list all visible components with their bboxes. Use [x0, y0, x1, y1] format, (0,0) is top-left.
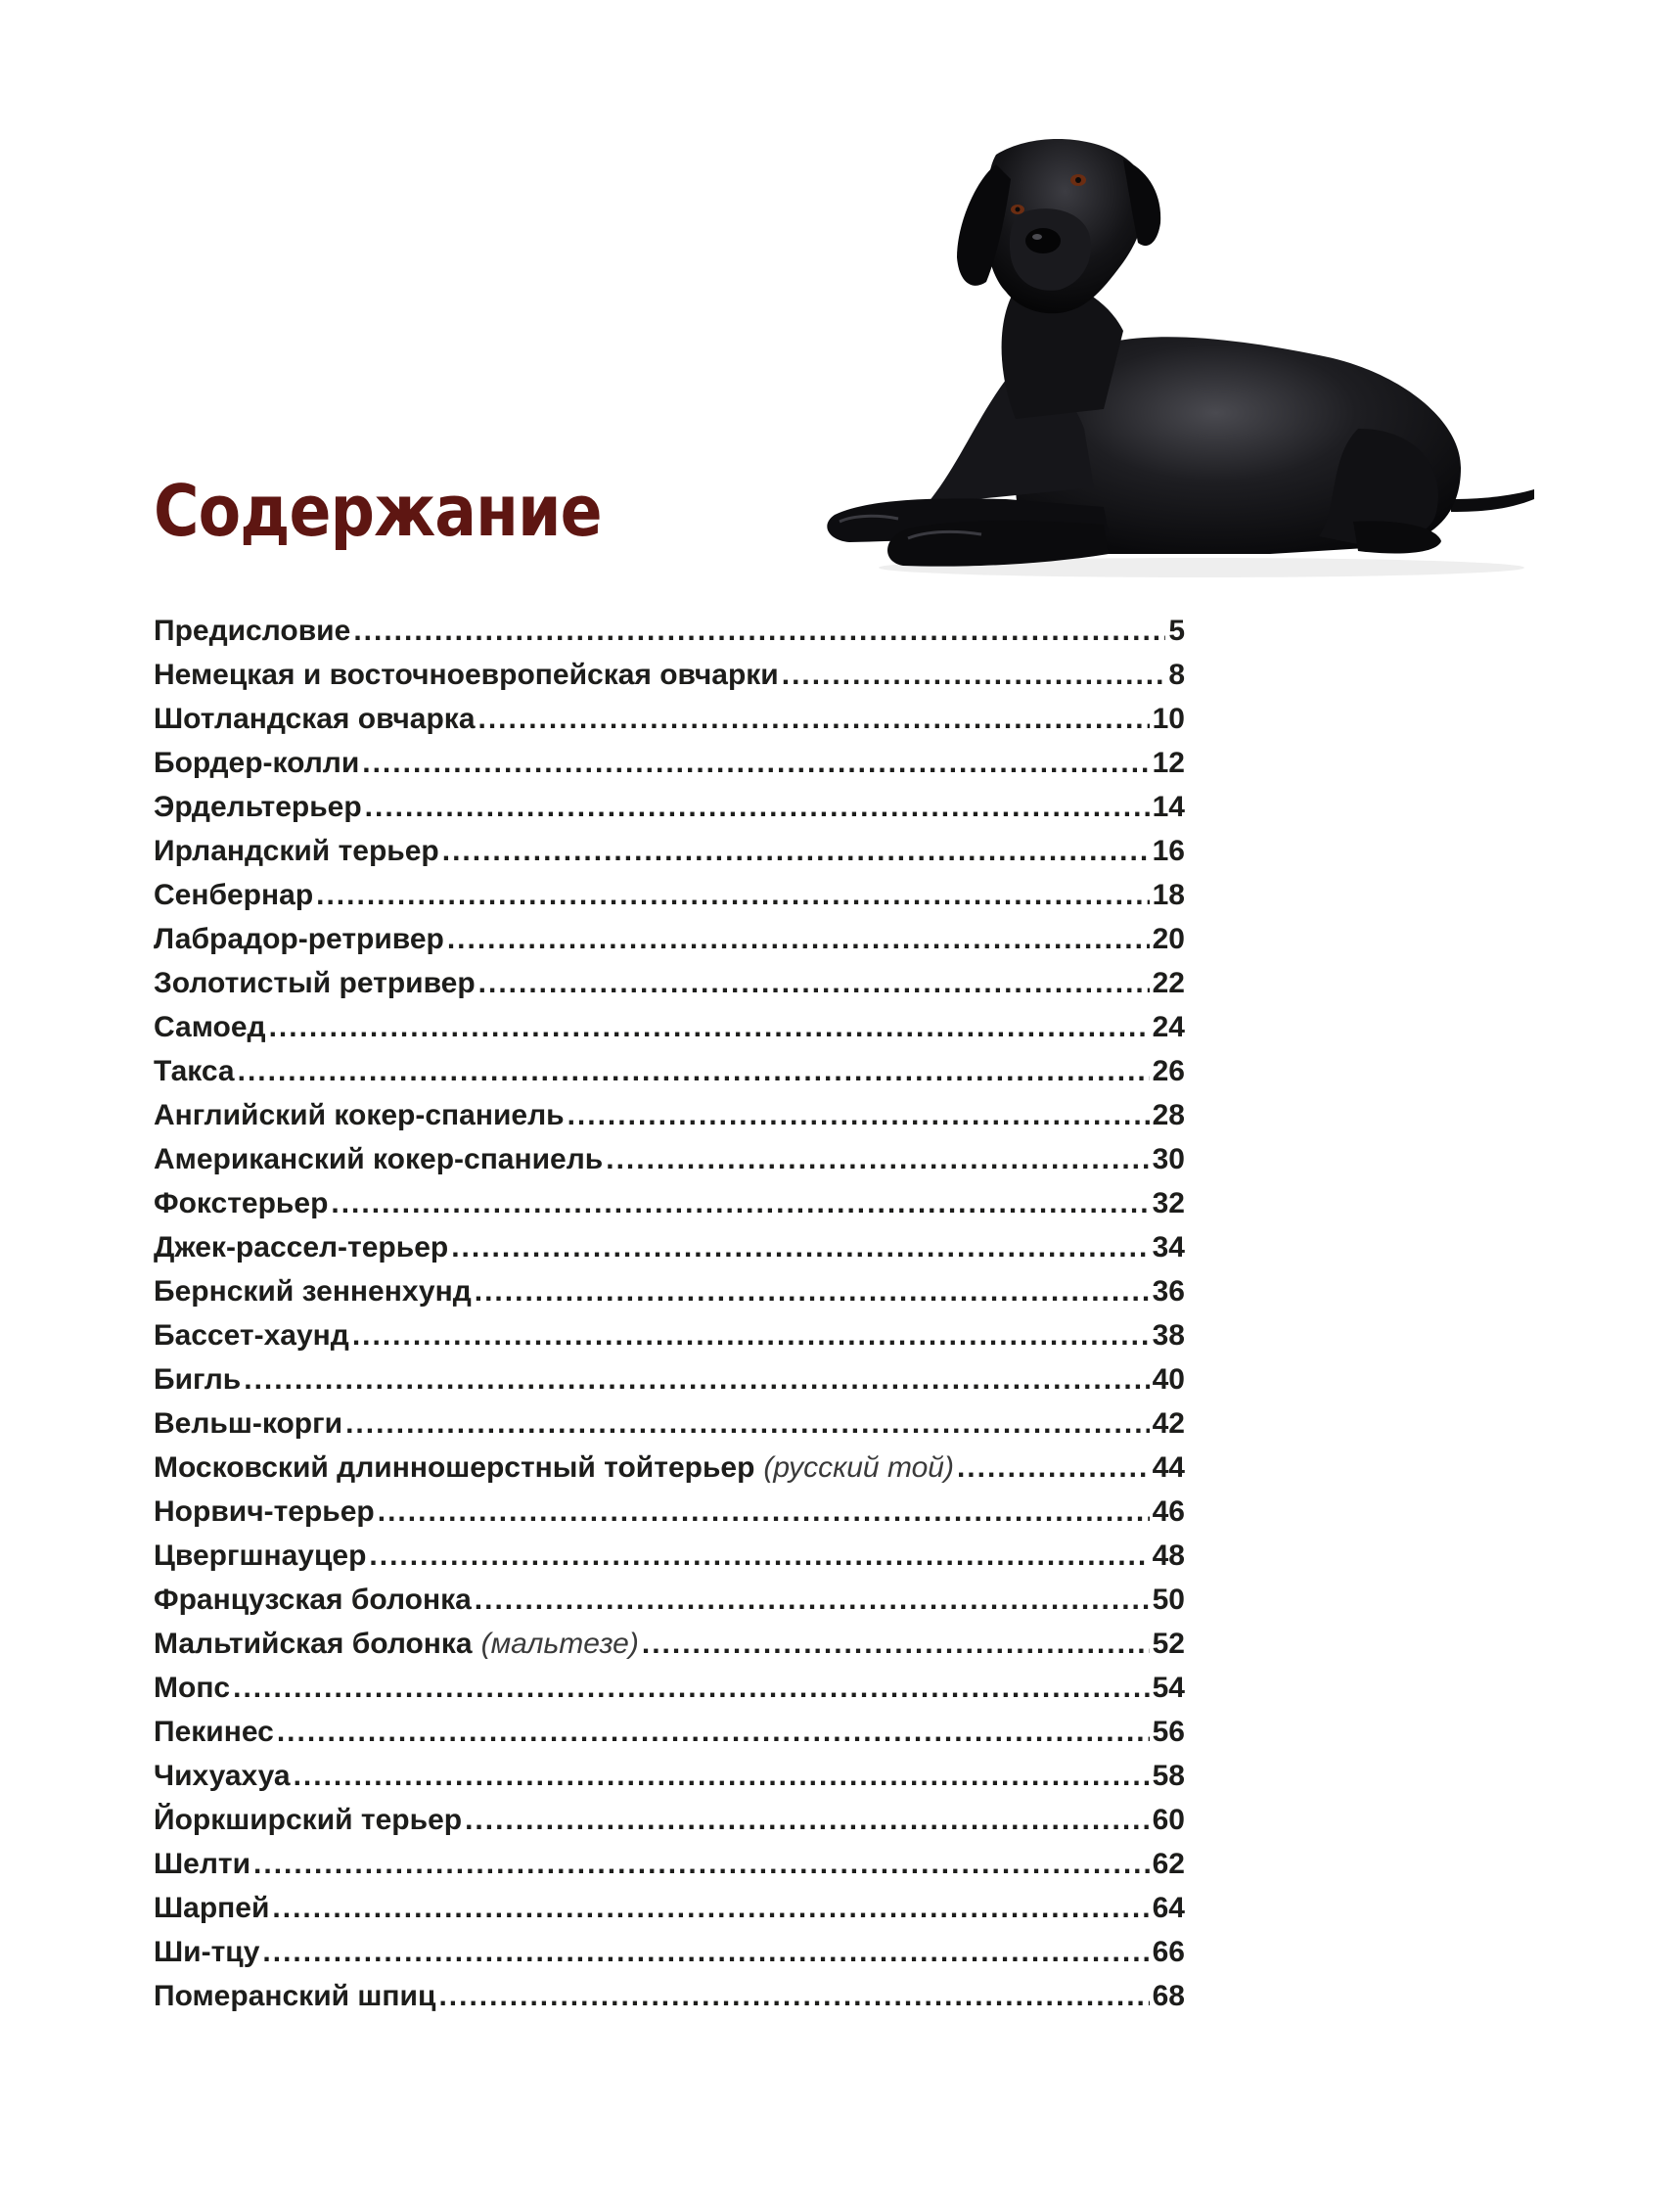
toc-entry — [154, 1363, 1185, 1407]
toc-page-number: 32 — [1152, 1187, 1185, 1219]
toc-page-number: 44 — [1152, 1451, 1185, 1484]
toc-dot-leader — [244, 1363, 1149, 1397]
toc-entry-title: Бассет-хаунд — [154, 1319, 349, 1352]
toc-page-number: 8 — [1168, 659, 1185, 691]
toc-page-number: 46 — [1152, 1495, 1185, 1528]
toc-page-number: 36 — [1152, 1275, 1185, 1308]
toc-entry-title: Английский кокер-спаниель — [154, 1099, 565, 1131]
toc-page-number: 34 — [1152, 1231, 1185, 1263]
toc-page-number: 5 — [1168, 615, 1185, 647]
toc-dot-leader — [782, 659, 1166, 692]
toc-page-number: 56 — [1152, 1716, 1185, 1748]
toc-dot-leader — [352, 1319, 1150, 1353]
toc-entry-title: Джек-рассел-терьер — [154, 1231, 449, 1263]
toc-dot-leader — [447, 923, 1150, 956]
toc-dot-leader — [438, 1980, 1149, 2013]
toc-dot-leader — [272, 1892, 1149, 1925]
toc-entry — [154, 791, 1185, 835]
toc-entry — [154, 967, 1185, 1011]
toc-entry — [154, 1407, 1185, 1451]
toc-entry-title: Самоед — [154, 1011, 266, 1043]
toc-entry — [154, 1760, 1185, 1804]
toc-entry-title: Московский длинношерстный тойтерьер — [154, 1451, 755, 1484]
toc-entry — [154, 1143, 1185, 1187]
toc-page-number: 30 — [1152, 1143, 1185, 1175]
toc-page-number: 58 — [1152, 1760, 1185, 1792]
toc-entry-title: Фокстерьер — [154, 1187, 329, 1219]
toc-entry-note: (мальтезе) — [480, 1628, 639, 1660]
toc-entry-title: Американский кокер-спаниель — [154, 1143, 604, 1175]
toc-dot-leader — [277, 1716, 1150, 1749]
toc-page-number: 52 — [1152, 1628, 1185, 1660]
toc-entry-title: Ирландский терьер — [154, 835, 439, 867]
toc-entry-title: Мопс — [154, 1672, 231, 1704]
toc-entry-title: Шотландская овчарка — [154, 703, 476, 735]
toc-entry — [154, 1848, 1185, 1892]
toc-entry — [154, 747, 1185, 791]
toc-entry-title: Йоркширский терьер — [154, 1804, 463, 1836]
toc-dot-leader — [606, 1143, 1149, 1176]
toc-entry-title: Такса — [154, 1055, 235, 1087]
toc-page-number: 22 — [1152, 967, 1185, 999]
toc-entry — [154, 1495, 1185, 1539]
toc-entry-title: Предисловие — [154, 615, 351, 647]
toc-page-number: 42 — [1152, 1407, 1185, 1440]
toc-page-number: 38 — [1152, 1319, 1185, 1352]
toc-entry — [154, 1099, 1185, 1143]
toc-page-number: 10 — [1152, 703, 1185, 735]
toc-entry-title: Шелти — [154, 1848, 251, 1880]
toc-dot-leader — [294, 1760, 1150, 1793]
toc-page-number: 16 — [1152, 835, 1185, 867]
toc-entry-title: Ши-тцу — [154, 1936, 260, 1968]
toc-entry — [154, 835, 1185, 879]
toc-entry-title: Померанский шпиц — [154, 1980, 436, 2012]
toc-dot-leader — [378, 1495, 1150, 1529]
toc-page-number: 12 — [1152, 747, 1185, 779]
toc-entry-title: Немецкая и восточноевропейская овчарки — [154, 659, 779, 691]
toc-entry-title: Сенбернар — [154, 879, 314, 911]
toc-dot-leader — [478, 967, 1150, 1000]
toc-entry-title: Бигль — [154, 1363, 242, 1396]
toc-entry — [154, 1628, 1185, 1672]
toc-page-number: 54 — [1152, 1672, 1185, 1704]
toc-page-number: 66 — [1152, 1936, 1185, 1968]
toc-entry-title: Французская болонка — [154, 1584, 472, 1616]
toc-dot-leader — [475, 1275, 1150, 1309]
toc-page-number: 40 — [1152, 1363, 1185, 1396]
toc-dot-leader — [331, 1187, 1149, 1220]
toc-page-number: 14 — [1152, 791, 1185, 823]
toc-entry — [154, 1319, 1185, 1363]
toc-entry-title: Мальтийская болонка — [154, 1628, 473, 1660]
toc-entry-title: Пекинес — [154, 1716, 274, 1748]
toc-dot-leader — [353, 615, 1165, 648]
toc-entry-title: Бордер-колли — [154, 747, 360, 779]
toc-dot-leader — [238, 1055, 1150, 1088]
toc-entry — [154, 1275, 1185, 1319]
toc-entry — [154, 659, 1185, 703]
toc-entry-title: Бернский зенненхунд — [154, 1275, 472, 1308]
toc-entry-title: Чихуахуа — [154, 1760, 291, 1792]
toc-dot-leader — [442, 835, 1150, 868]
toc-page-number: 18 — [1152, 879, 1185, 911]
toc-dot-leader — [362, 747, 1149, 780]
toc-page-number: 24 — [1152, 1011, 1185, 1043]
toc-dot-leader — [642, 1628, 1150, 1661]
table-of-contents — [154, 615, 1185, 2024]
toc-entry — [154, 1672, 1185, 1716]
toc-page-number: 60 — [1152, 1804, 1185, 1836]
toc-dot-leader — [451, 1231, 1149, 1264]
toc-dot-leader — [465, 1804, 1150, 1837]
toc-dot-leader — [957, 1451, 1150, 1485]
toc-entry — [154, 615, 1185, 659]
toc-page-number: 50 — [1152, 1584, 1185, 1616]
black-labrador-photo — [810, 135, 1534, 585]
toc-dot-leader — [478, 703, 1150, 736]
toc-dot-leader — [262, 1936, 1149, 1969]
toc-page-number: 28 — [1152, 1099, 1185, 1131]
toc-entry — [154, 1980, 1185, 2024]
toc-entry-title: Цвергшнауцер — [154, 1539, 367, 1572]
page-title: Содержание — [154, 470, 602, 552]
toc-entry — [154, 1187, 1185, 1231]
toc-entry — [154, 1804, 1185, 1848]
toc-entry — [154, 1231, 1185, 1275]
toc-dot-leader — [568, 1099, 1150, 1132]
toc-entry — [154, 1055, 1185, 1099]
toc-entry-title: Норвич-терьер — [154, 1495, 375, 1528]
toc-entry-title: Золотистый ретривер — [154, 967, 476, 999]
toc-entry — [154, 1584, 1185, 1628]
toc-entry — [154, 923, 1185, 967]
toc-entry-title: Лабрадор-ретривер — [154, 923, 444, 955]
toc-page-number: 64 — [1152, 1892, 1185, 1924]
toc-page-number: 68 — [1152, 1980, 1185, 2012]
toc-entry — [154, 1451, 1185, 1495]
toc-entry — [154, 1936, 1185, 1980]
toc-dot-leader — [475, 1584, 1150, 1617]
toc-page-number: 48 — [1152, 1539, 1185, 1572]
toc-entry — [154, 703, 1185, 747]
toc-dot-leader — [253, 1848, 1150, 1881]
toc-page-number: 20 — [1152, 923, 1185, 955]
toc-entry — [154, 1539, 1185, 1584]
toc-entry-title: Шарпей — [154, 1892, 270, 1924]
toc-dot-leader — [269, 1011, 1150, 1044]
toc-dot-leader — [345, 1407, 1150, 1441]
toc-entry — [154, 1011, 1185, 1055]
toc-dot-leader — [365, 791, 1150, 824]
toc-entry — [154, 879, 1185, 923]
toc-dot-leader — [233, 1672, 1150, 1705]
toc-page-number: 62 — [1152, 1848, 1185, 1880]
toc-entry-note: (русский той) — [763, 1451, 954, 1484]
toc-entry-title: Вельш-корги — [154, 1407, 343, 1440]
toc-dot-leader — [316, 879, 1149, 912]
toc-page-number: 26 — [1152, 1055, 1185, 1087]
toc-dot-leader — [369, 1539, 1149, 1573]
toc-entry-title: Эрдельтерьер — [154, 791, 362, 823]
toc-entry — [154, 1892, 1185, 1936]
toc-entry — [154, 1716, 1185, 1760]
